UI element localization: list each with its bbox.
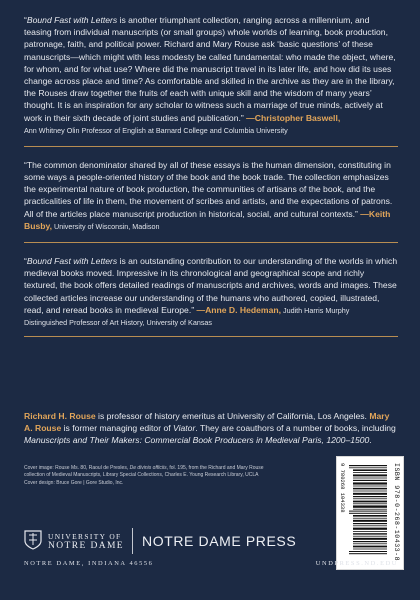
reviewer-name: —Christopher Baswell, [246,112,341,123]
reviewer-name: —Anne D. Hedeman, [196,304,281,315]
press-name: NOTRE DAME PRESS [142,533,297,549]
isbn-number: ISBN 978-0-268-10433-8 [393,463,400,562]
university-name: NOTRE DAME [48,541,125,551]
credit-title: De divinis officiis [129,465,167,471]
logo-divider [132,528,133,554]
blurb-text: “Bound Fast with Letters is an outstanding contribution to our understanding of the worlds in which medieval books moved. Impressive in its chronological and geographical scope and richly textured, the book offers detailed readings of manuscripts and archives, words and images. These collected articles increase our understanding of the humans who authored, copied, illustrated, read, and reread books in medieval Europe.” —Anne D. Hedeman, Judith Harris Murphy [24,256,398,315]
blurb-baswell [24,14,398,136]
press-url: UNDPRESS.ND.EDU [315,560,398,567]
author-name: Mary A. Rouse [24,411,390,434]
university-seal-icon [24,530,42,550]
reviewer-affiliation-line2: Distinguished Professor of Art History, University of Kansas [24,318,213,328]
university-of-text: UNIVERSITY OF [48,532,122,541]
blurb-hedeman [24,255,398,328]
book-title-italic: Bound Fast with Letters [26,256,118,267]
divider-rule [24,242,398,243]
blurb-text: “Bound Fast with Letters is another triumphant collection, ranging across a millennium, and teasing from individual manuscripts (or small groups) whole worlds of learning, book production, patronage, faith, and political power. Richard and Mary Rouse ask ‘basic questions’ of these manuscripts—which might with less modesty be called fundamental: who made the object, where, for whom, and for what use? Where did the manuscript travel in its later life, and how did its uses change across place and time? As comfortable and skilled in the archive as they are in the library, the Rouses draw together the fruits of each with unique skill and the wisdom of many years’ thought. It is an inspiration for any scholar to witness such a marriage of true minds, actively at work in their sixth decade of joint studies and publication.” —Christopher Baswell, [24,15,396,123]
bio-text: is former managing editor of [61,423,174,434]
cover-design-credit: Cover design: Bruce Gore | Gore Studio, Inc. [24,480,124,487]
divider-rule [24,146,398,147]
cover-credits [24,465,284,489]
reviewer-affiliation: Judith Harris Murphy [281,305,350,315]
blurb-body: “The common denominator shared by all of these essays is the human dimension, constituting in some ways a people-oriented history of the book and the book trade. The collection emphasizes the experimental nature of book production, the communities of artisans of the book, and the practicalities of life in them, the movement of scribes and artists, and the expectations of patrons. All of the articles place manuscript production in historical, social, and cultural contexts.” [24,159,393,219]
journal-title: Viator [173,423,196,434]
blurb-body: is an outstanding contribution to our understanding of the worlds in which medieval books moved. Impressive in its chronological and geographical scope and richly textured, the book offers detailed readings of manuscripts and archives, words and images. These collected articles increase our understanding of the humans who authored, copied, illustrated, read, and reread books in medieval Europe.” [24,256,398,315]
blurb-text [24,159,398,232]
book-title-italic: Bound Fast with Letters [26,15,118,25]
bio-text: . They are coauthors of a number of books, including [195,423,396,434]
blurbs-section [24,14,398,349]
blurb-body: is another triumphant collection, ranging across a millennium, and teasing from individual manuscripts (or small groups) whole worlds of learning, book production, patronage, faith, and political power. Richard and Mary Rouse ask ‘basic questions’ of these manuscripts—which might with less modesty be called fundamental: who made the object, where, for whom, and for what use? Where did the manuscript travel in its later life, and how did its uses change across place and time? As comfortable and skilled in the archive as they are in the library, the Rouses draw together the fruits of each with unique skill and the wisdom of many years’ thought. It is an inspiration for any scholar to witness such a marriage of true minds, actively at work in their sixth decade of joint studies and publication.” [24,15,396,123]
author-name: Richard H. Rouse [24,411,96,421]
bio-text: is professor of history emeritus at University of California, Los Angeles. [95,411,370,421]
divider-rule [24,336,398,337]
blurb-busby [24,159,398,232]
bio-text: . [369,435,372,446]
cover-image-credit [24,465,284,478]
credit-text: Cover image: Rouse Ms. 80, Raoul de Presles, [24,465,130,471]
reviewer-name: —Keith Busby, [24,208,391,231]
press-location: NOTRE DAME, INDIANA 46556 [24,560,154,567]
reviewer-affiliation: Ann Whitney Olin Professor of English at Barnard College and Columbia University [24,125,288,135]
author-bio [24,410,398,447]
barcode-digits: 9 780268 104338 [339,463,346,513]
footer [24,560,398,572]
reviewer-affiliation: University of Wisconsin, Madison [52,221,160,231]
book-title-italic: Manuscripts and Their Makers: Commercial Book Producers in Medieval Paris, 1200–1500 [24,435,370,446]
credit-text: , fol. 195, from the Richard and Mary Rouse collection of Medieval Manuscripts, Library Special Collections, Charles E. Young Research Library, UCLA [24,465,264,478]
